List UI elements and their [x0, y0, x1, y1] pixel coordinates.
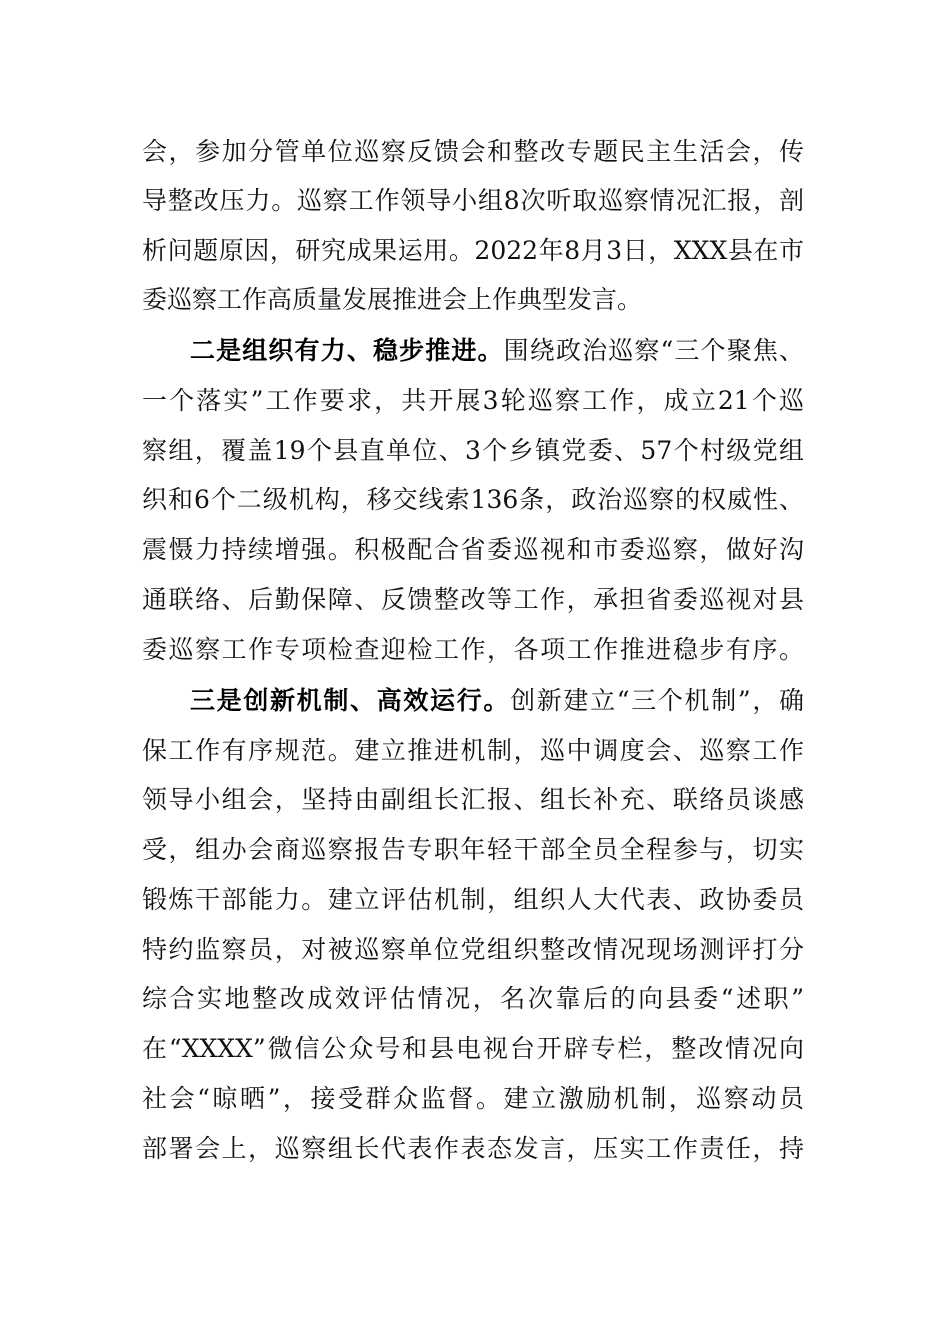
paragraph-lead-heading: 二是组织有力、稳步推进。 — [190, 336, 504, 365]
text-line: 析问题原因，研究成果运用。2022年8月3日，XXX县在市 — [142, 236, 804, 265]
paragraph-first-line — [190, 683, 804, 719]
text-line: 织和6个二级机构，移交线索136条，政治巡察的权威性、 — [142, 485, 804, 514]
paragraph-first-line — [190, 333, 804, 369]
paragraph-lead-heading: 三是创新机制、高效运行。 — [190, 686, 511, 715]
text-span: 围绕政治巡察“三个聚焦、 — [503, 336, 804, 365]
text-line: 导整改压力。巡察工作领导小组8次听取巡察情况汇报，剖 — [142, 186, 804, 215]
text-line: 察组，覆盖19个县直单位、3个乡镇党委、57个村级党组 — [142, 436, 804, 465]
text-line: 一个落实”工作要求，共开展3轮巡察工作，成立21个巡 — [142, 386, 804, 415]
text-line: 通联络、后勤保障、反馈整改等工作，承担省委巡视对县 — [142, 585, 804, 614]
text-line: 保工作有序规范。建立推进机制，巡中调度会、巡察工作 — [142, 736, 804, 765]
text-line: 会，参加分管单位巡察反馈会和整改专题民主生活会，传 — [142, 137, 804, 166]
text-line: 特约监察员，对被巡察单位党组织整改情况现场测评打分 — [142, 935, 804, 964]
text-line: 委巡察工作专项检查迎检工作，各项工作推进稳步有序。 — [142, 635, 804, 664]
text-line: 部署会上，巡察组长代表作表态发言，压实工作责任，持 — [142, 1134, 804, 1163]
text-span: 创新建立“三个机制”，确 — [510, 686, 805, 715]
text-line: 委巡察工作高质量发展推进会上作典型发言。 — [142, 285, 643, 314]
text-line: 锻炼干部能力。建立评估机制，组织人大代表、政协委员 — [142, 885, 804, 914]
text-line: 震慑力持续增强。积极配合省委巡视和市委巡察，做好沟 — [142, 535, 804, 564]
text-line: 综合实地整改成效评估情况，名次靠后的向县委“述职” — [142, 984, 804, 1013]
text-line: 受，组办会商巡察报告专职年轻干部全员全程参与，切实 — [142, 835, 804, 864]
text-line: 在“XXXX”微信公众号和县电视台开辟专栏，整改情况向 — [142, 1034, 804, 1063]
text-line: 社会“晾晒”，接受群众监督。建立激励机制，巡察动员 — [142, 1084, 804, 1113]
text-line: 领导小组会，坚持由副组长汇报、组长补充、联络员谈感 — [142, 785, 804, 814]
